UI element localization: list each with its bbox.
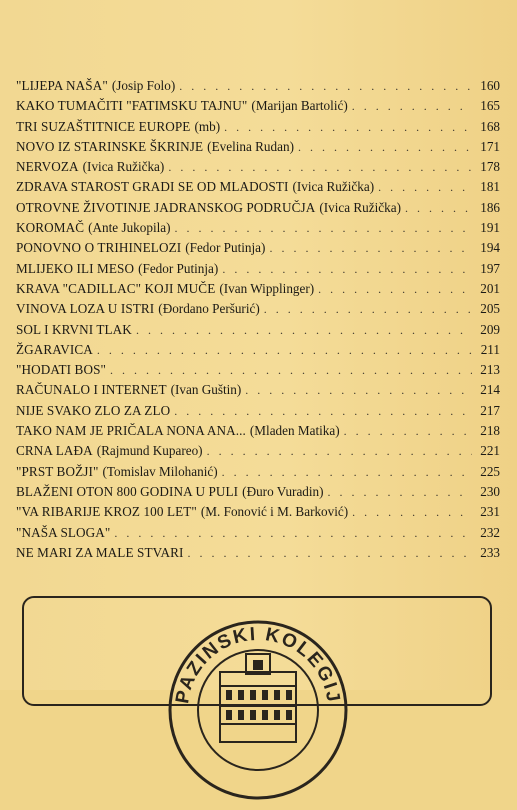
toc-entry — [16, 301, 500, 321]
toc-entry — [16, 159, 500, 179]
toc-entry-author: (M. Fonović i M. Barković) — [200, 504, 349, 520]
toc-entry — [16, 382, 500, 402]
toc-entry-page: 168 — [480, 118, 500, 134]
toc-entry — [16, 179, 500, 199]
toc-entry-title: NIJE SVAKO ZLO ZA ZLO — [16, 402, 171, 418]
toc-entry-author: (Fedor Putinja) — [138, 260, 219, 276]
toc-entry — [16, 98, 500, 118]
toc-entry-author: (mb) — [194, 118, 221, 134]
toc-entry — [16, 119, 500, 139]
toc-entry-title: PONOVNO O TRIHINELOZI — [16, 240, 182, 256]
toc-entry-page: 165 — [480, 98, 500, 114]
dot-leader — [222, 262, 472, 277]
toc-entry — [16, 464, 500, 484]
dot-leader — [179, 79, 472, 94]
dot-leader — [222, 465, 472, 480]
toc-entry-title: "PRST BOŽJI" — [16, 463, 99, 479]
toc-entry-title: ŽGARAVICA — [16, 341, 93, 357]
pazinski-kolegij-seal-icon — [158, 610, 358, 810]
dot-leader — [110, 363, 472, 378]
toc-entry-title: KAKO TUMAČITI "FATIMSKU TAJNU" — [16, 98, 248, 114]
dot-leader — [207, 444, 472, 459]
dot-leader — [175, 221, 472, 236]
seal-text: PAZINSKI KOLEGIJ — [172, 623, 344, 706]
dot-leader — [224, 120, 472, 135]
table-of-contents — [16, 78, 500, 565]
toc-entry-author: (Ivan Guštin) — [170, 382, 242, 398]
toc-entry-author: (Fedor Putinja) — [185, 240, 266, 256]
toc-entry — [16, 261, 500, 281]
toc-entry-author: (Marijan Bartolić) — [251, 98, 348, 114]
toc-entry-page: 233 — [480, 544, 500, 560]
toc-entry-author: (Ivica Ružička) — [292, 179, 375, 195]
toc-entry-page: 178 — [480, 159, 500, 175]
toc-entry — [16, 403, 500, 423]
toc-entry-title: TAKO NAM JE PRIČALA NONA ANA... — [16, 423, 246, 439]
toc-entry-page: 221 — [480, 443, 500, 459]
toc-entry — [16, 342, 500, 362]
toc-entry — [16, 423, 500, 443]
toc-entry-page: 211 — [480, 341, 500, 357]
toc-entry-author: (Đordano Peršurić) — [158, 301, 260, 317]
toc-entry — [16, 220, 500, 240]
dot-leader — [188, 546, 472, 561]
toc-entry-author: (Tomislav Milohanić) — [102, 463, 218, 479]
toc-entry-title: NE MARI ZA MALE STVARI — [16, 544, 184, 560]
toc-entry-page: 194 — [480, 240, 500, 256]
toc-entry-page: 197 — [480, 260, 500, 276]
dot-leader — [352, 99, 472, 114]
toc-entry-author: (Rajmund Kupareo) — [96, 443, 203, 459]
dot-leader — [328, 485, 472, 500]
dot-leader — [174, 404, 472, 419]
toc-entry-title: "VA RIBARIJE KROZ 100 LET" — [16, 504, 197, 520]
toc-entry-title: ZDRAVA STAROST GRADI SE OD MLADOSTI — [16, 179, 289, 195]
toc-entry-author: (Josip Folo) — [111, 78, 176, 93]
toc-entry-author: (Đuro Vuradin) — [242, 483, 324, 499]
dot-leader — [136, 323, 472, 338]
toc-entry — [16, 525, 500, 545]
toc-entry-title: SOL I KRVNI TLAK — [16, 321, 132, 337]
dot-leader — [168, 160, 472, 175]
toc-entry-author: (Ivan Wipplinger) — [219, 280, 315, 296]
toc-entry-page: 205 — [480, 301, 500, 317]
toc-entry-title: "HODATI BOS" — [16, 362, 106, 378]
toc-entry-title: KRAVA "CADILLAC" KOJI MUČE — [16, 280, 216, 296]
toc-entry — [16, 281, 500, 301]
toc-entry-page: 171 — [480, 138, 500, 154]
toc-entry — [16, 504, 500, 524]
toc-entry-page: 232 — [480, 524, 500, 540]
toc-entry-title: NERVOZA — [16, 159, 79, 175]
toc-entry-page: 181 — [480, 179, 500, 195]
toc-entry-page: 217 — [480, 402, 500, 418]
toc-entry-title: VINOVA LOZA U ISTRI — [16, 301, 155, 317]
toc-entry — [16, 322, 500, 342]
toc-entry — [16, 484, 500, 504]
toc-entry — [16, 200, 500, 220]
toc-entry-page: 213 — [480, 362, 500, 378]
dot-leader — [298, 140, 472, 155]
toc-entry-author: (Mladen Matika) — [249, 423, 340, 439]
toc-entry-page: 214 — [480, 382, 500, 398]
dot-leader — [318, 282, 472, 297]
dot-leader — [97, 343, 472, 358]
toc-entry-page: 218 — [480, 423, 500, 439]
toc-entry-title: CRNA LAĐA — [16, 443, 93, 459]
dot-leader — [405, 201, 472, 216]
toc-entry-title: NOVO IZ STARINSKE ŠKRINJE — [16, 138, 204, 154]
toc-entry — [16, 443, 500, 463]
dot-leader — [269, 241, 472, 256]
dot-leader — [264, 302, 472, 317]
dot-leader — [245, 383, 472, 398]
dot-leader — [114, 526, 472, 541]
toc-entry-author: (Ante Jukopila) — [88, 220, 171, 236]
toc-entry-title: OTROVNE ŽIVOTINJE JADRANSKOG PODRUČJA — [16, 199, 316, 215]
toc-entry-author: (Evelina Rudan) — [207, 138, 294, 154]
toc-entry-title: BLAŽENI OTON 800 GODINA U PULI — [16, 483, 239, 499]
toc-entry-title: MLIJEKO ILI MESO — [16, 260, 135, 276]
toc-entry-page: 160 — [480, 78, 500, 93]
toc-entry-title: "LIJEPA NAŠA" — [16, 78, 108, 93]
toc-entry — [16, 139, 500, 159]
toc-entry-title: "NAŠA SLOGA" — [16, 524, 111, 540]
toc-entry — [16, 240, 500, 260]
toc-entry-author: (Ivica Ružička) — [82, 159, 165, 175]
toc-entry-author: (Ivica Ružička) — [319, 199, 401, 215]
dot-leader — [344, 424, 472, 439]
dot-leader — [378, 180, 472, 195]
toc-entry-title: KOROMAČ — [16, 220, 85, 236]
toc-entry-page: 209 — [480, 321, 500, 337]
toc-entry-title: TRI SUZAŠTITNICE EUROPE — [16, 118, 191, 134]
toc-entry — [16, 362, 500, 382]
toc-entry — [16, 78, 500, 98]
toc-entry-page: 230 — [480, 483, 500, 499]
toc-entry-page: 225 — [480, 463, 500, 479]
toc-entry-page: 201 — [480, 280, 500, 296]
toc-entry — [16, 545, 500, 565]
toc-entry-page: 186 — [480, 199, 500, 215]
toc-entry-page: 231 — [480, 504, 500, 520]
toc-entry-title: RAČUNALO I INTERNET — [16, 382, 167, 398]
dot-leader — [352, 505, 472, 520]
toc-entry-page: 191 — [480, 220, 500, 236]
